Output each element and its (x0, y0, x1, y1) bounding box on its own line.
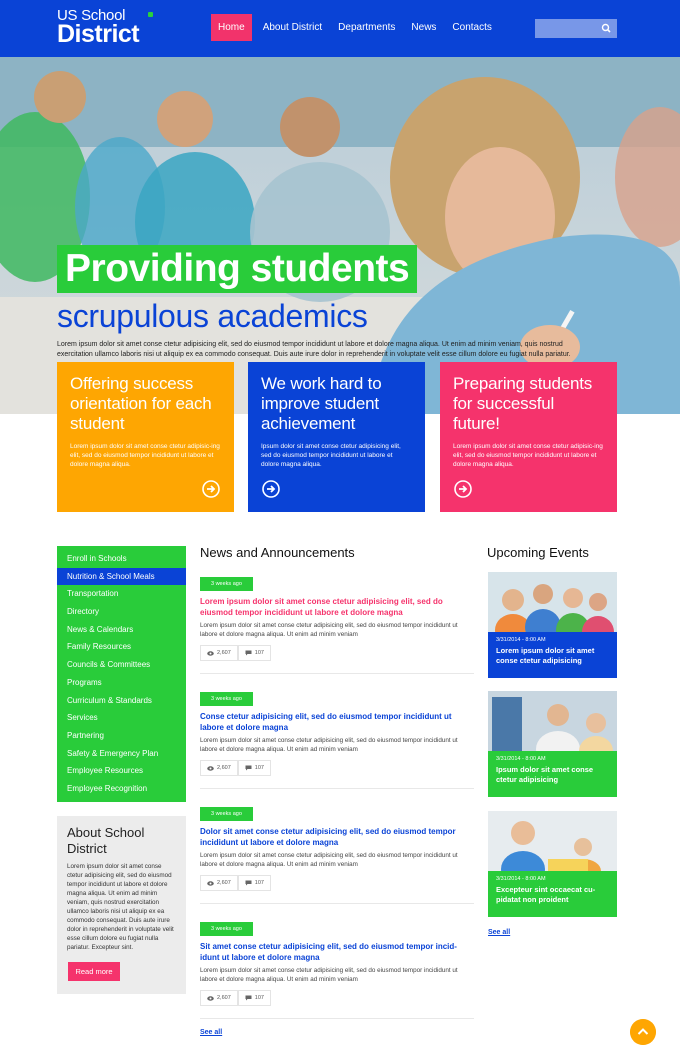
divider (200, 673, 474, 674)
sidebar-item-employee-recognition[interactable]: Employee Recognition (67, 783, 148, 793)
news-date-badge: 3 weeks ago (200, 807, 253, 821)
event-date: 3/31/2014 - 8:00 AM (496, 876, 546, 882)
feature-title: Offering success orientation for each student (70, 374, 212, 433)
search-icon[interactable] (599, 21, 614, 36)
sidebar-item-councils[interactable]: Councils & Committees (67, 660, 151, 670)
sidebar-item-partnering[interactable]: Partnering (67, 730, 104, 740)
hero-photo (0, 57, 680, 414)
sidebar-item-safety[interactable]: Safety & Emergency Plan (67, 748, 159, 758)
hero-title: Providing students (57, 245, 417, 293)
news-title-link[interactable]: Conse ctetur adipisicing elit, sed do eiusmod tempor incididunt ut labore et dolore magna (200, 712, 452, 732)
event-photo (488, 811, 617, 871)
sidebar-item-programs[interactable]: Programs (67, 677, 102, 687)
divider (200, 903, 474, 904)
news-meta (200, 760, 474, 776)
news-title-link[interactable]: Sit amet conse ctetur adipisicing elit, sed do eiusmod tempor incid-idunt ut labore et dolore magna (200, 942, 457, 962)
logo-line-1: US School (57, 7, 126, 24)
site-logo[interactable] (57, 8, 139, 47)
hero-banner (0, 57, 680, 414)
news-date-badge: 3 weeks ago (200, 922, 253, 936)
news-meta (200, 990, 474, 1006)
comments-count[interactable] (238, 990, 271, 1006)
nav-about-district[interactable]: About District (262, 22, 323, 33)
about-panel (57, 816, 186, 994)
sidebar-item-transportation[interactable]: Transportation (67, 589, 119, 599)
views-count (200, 645, 238, 661)
news-title-link[interactable]: Lorem ipsum dolor sit amet conse ctetur adipisicing elit, sed do eiusmod tempor incididunt ut labore et dolore magna (200, 597, 443, 617)
views-count (200, 760, 238, 776)
sidebar-item-directory[interactable]: Directory (67, 607, 100, 617)
news-body: Lorem ipsum dolor sit amet conse ctetur adipisicing elit, sed do eiusmod tempor incididunt ut labore et dolore magna aliqua. Ut enim ad minim veniam (200, 852, 458, 868)
event-title[interactable]: Ipsum dolor sit amet conse ctetur adipisicing (496, 765, 594, 784)
event-caption (488, 751, 617, 797)
comment-icon (245, 880, 252, 886)
feature-text: Ipsum dolor sit amet conse ctetur adipisicing elit, sed do eiusmod tempor incididunt ut labore et dolore magna aliqua. (261, 443, 401, 468)
comment-icon (245, 765, 252, 771)
eye-icon (207, 881, 214, 886)
chevron-up-icon[interactable] (630, 1019, 656, 1045)
news-date-badge: 3 weeks ago (200, 577, 253, 591)
news-item (200, 917, 474, 1019)
hero-subtitle: scrupulous academics (57, 298, 368, 334)
views-count (200, 875, 238, 891)
news-item (200, 687, 474, 789)
comments-value: 107 (254, 765, 264, 771)
event-title[interactable]: Excepteur sint occaecat cu-pidatat non proident (496, 885, 596, 904)
sidebar-menu (57, 546, 186, 802)
arrow-right-circle-icon[interactable] (454, 480, 472, 498)
feature-box-2[interactable] (248, 362, 425, 512)
views-value: 2,607 (217, 650, 231, 656)
nav-contacts[interactable]: Contacts (452, 22, 492, 33)
comments-value: 107 (254, 650, 264, 656)
news-body: Lorem ipsum dolor sit amet conse ctetur adipisicing elit, sed do eiusmod tempor incididunt ut labore et dolore magna aliqua. Ut enim ad minim veniam (200, 737, 458, 753)
news-heading: News and Announcements (200, 545, 355, 560)
feature-box-3[interactable] (440, 362, 617, 512)
event-card[interactable] (488, 572, 617, 678)
news-body: Lorem ipsum dolor sit amet conse ctetur adipisicing elit, sed do eiusmod tempor incididunt ut labore et dolore magna aliqua. Ut enim ad minim veniam (200, 967, 458, 983)
nav-news[interactable]: News (411, 22, 437, 33)
comments-count[interactable] (238, 760, 271, 776)
divider (200, 1018, 474, 1019)
views-count (200, 990, 238, 1006)
feature-title: We work hard to improve student achievement (261, 374, 382, 433)
news-date-badge: 3 weeks ago (200, 692, 253, 706)
news-title-link[interactable]: Dolor sit amet conse ctetur adipisicing elit, sed do eiusmod tempor incididunt ut labore et dolore magna (200, 827, 456, 847)
nav-departments[interactable]: Departments (338, 22, 396, 33)
event-caption (488, 871, 617, 917)
views-value: 2,607 (217, 765, 231, 771)
arrow-right-circle-icon[interactable] (202, 480, 220, 498)
news-body: Lorem ipsum dolor sit amet conse ctetur adipisicing elit, sed do eiusmod tempor incididunt ut labore et dolore magna aliqua. Ut enim ad minim veniam (200, 622, 458, 638)
event-date: 3/31/2014 - 8:00 AM (496, 637, 546, 643)
divider (200, 788, 474, 789)
eye-icon (207, 651, 214, 656)
event-card[interactable] (488, 691, 617, 797)
sidebar-item-curriculum[interactable]: Curriculum & Standards (67, 695, 152, 705)
event-photo (488, 691, 617, 751)
comments-count[interactable] (238, 875, 271, 891)
events-see-all-link[interactable]: See all (488, 929, 511, 936)
sidebar-item-news-calendars[interactable]: News & Calendars (67, 624, 134, 634)
sidebar-item-family-resources[interactable]: Family Resources (67, 642, 132, 652)
read-more-button[interactable]: Read more (68, 962, 120, 981)
nav-home[interactable]: Home (211, 14, 252, 41)
eye-icon (207, 996, 214, 1001)
logo-line-2: District (57, 20, 140, 48)
feature-text: Lorem ipsum dolor sit amet conse ctetur adipisic-ing elit, sed do eiusmod tempor incididunt ut labore et dolore magna aliqua. (453, 443, 603, 468)
eye-icon (207, 766, 214, 771)
sidebar-item-services[interactable]: Services (67, 713, 98, 723)
news-item (200, 802, 474, 904)
comments-value: 107 (254, 880, 264, 886)
feature-box-1[interactable] (57, 362, 234, 512)
events-heading: Upcoming Events (487, 545, 589, 560)
comments-value: 107 (254, 995, 264, 1001)
about-title: About School District (67, 825, 145, 856)
event-title[interactable]: Lorem ipsum dolor sit amet conse ctetur adipisicing (496, 646, 595, 665)
search-box (535, 19, 617, 38)
news-meta (200, 875, 474, 891)
comment-icon (245, 650, 252, 656)
event-photo (488, 572, 617, 632)
views-value: 2,607 (217, 880, 231, 886)
site-header (0, 0, 680, 57)
comment-icon (245, 995, 252, 1001)
sidebar-item-employee-resources[interactable]: Employee Resources (67, 766, 144, 776)
event-caption (488, 632, 617, 678)
main-nav (211, 14, 500, 41)
views-value: 2,607 (217, 995, 231, 1001)
arrow-right-circle-icon[interactable] (262, 480, 280, 498)
search-input[interactable] (535, 20, 597, 39)
hero-text: Lorem ipsum dolor sit amet conse ctetur adipisicing elit, sed do eiusmod tempor incididunt ut labore et dolore magna aliqua. Ut enim ad minim veniam, quis nostrud exercitation ullamco laboris nisi ut aliquip ex ea commodo consequat. Duis aute irure dolor in reprehenderit in voluptate velit esse cillum dolore eu fugiat nulla pariatur. (57, 341, 571, 358)
sidebar-item-enroll[interactable]: Enroll in Schools (67, 554, 127, 563)
feature-title: Preparing students for successful future! (453, 374, 593, 433)
feature-text: Lorem ipsum dolor sit amet conse ctetur adipisic-ing elit, sed do eiusmod tempor incididunt ut labore et dolore magna aliqua. (70, 443, 220, 468)
news-see-all-link[interactable]: See all (200, 1029, 223, 1036)
sidebar-item-nutrition[interactable]: Nutrition & School Meals (57, 568, 186, 586)
comments-count[interactable] (238, 645, 271, 661)
logo-dot (148, 12, 153, 17)
event-date: 3/31/2014 - 8:00 AM (496, 756, 546, 762)
news-item (200, 572, 474, 674)
event-card[interactable] (488, 811, 617, 917)
about-text: Lorem ipsum dolor sit amet conse ctetur adipisicing elit, sed do eiusmod tempor incididunt ut labore et dolore magna aliqua. Ut enim ad minim veniam, quis nostrud exercitation ullamco laboris nisi ut aliquip ex ea commodo consequat. Duis aute irure dolor in reprehenderit in voluptate velit esse cillum dolore eu fugiat nulla pariatur. Excepteur sint. (67, 863, 174, 951)
news-meta (200, 645, 474, 661)
